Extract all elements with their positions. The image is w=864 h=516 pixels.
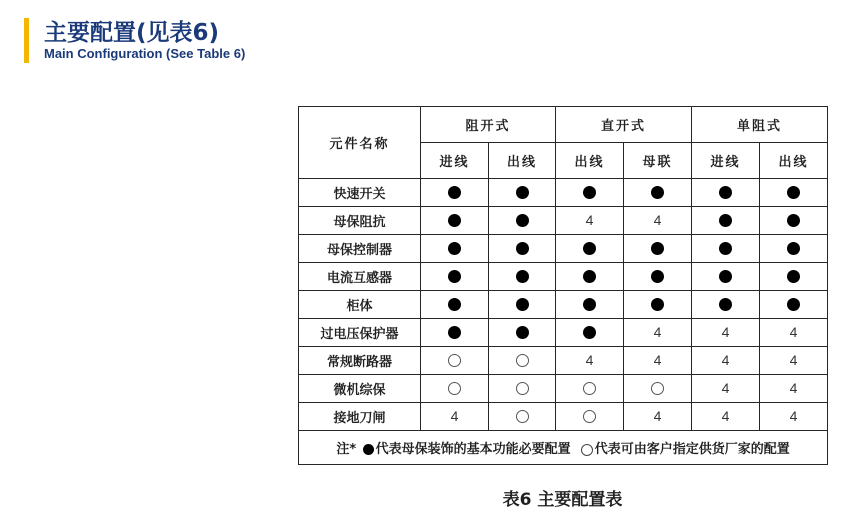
filled-dot-icon	[651, 242, 664, 255]
filled-dot-icon	[448, 186, 461, 199]
table-note	[299, 431, 828, 465]
sub-header: 进线	[692, 143, 760, 179]
table-cell	[421, 263, 489, 291]
row-label: 过电压保护器	[299, 319, 421, 347]
table-cell	[556, 403, 624, 431]
table-cell	[556, 347, 624, 375]
note-prefix: 注*	[336, 442, 357, 457]
table-cell	[692, 347, 760, 375]
filled-dot-icon	[583, 270, 596, 283]
table-cell	[760, 235, 828, 263]
sub-header: 母联	[624, 143, 692, 179]
table-cell	[624, 207, 692, 235]
table-note-row	[299, 431, 828, 465]
cell-value: 4	[653, 324, 662, 340]
row-label: 母保控制器	[299, 235, 421, 263]
table-cell	[692, 179, 760, 207]
table-cell	[421, 375, 489, 403]
hollow-circle-icon	[583, 410, 596, 423]
hollow-circle-icon	[448, 354, 461, 367]
section-title: 主要配置(见表6)	[44, 20, 220, 46]
table-cell	[556, 319, 624, 347]
cell-value: 4	[789, 380, 798, 396]
table-cell	[421, 207, 489, 235]
table-row	[299, 347, 828, 375]
table-cell	[489, 403, 556, 431]
filled-dot-icon	[651, 270, 664, 283]
cell-value: 4	[721, 352, 730, 368]
table-cell	[692, 291, 760, 319]
table-cell	[760, 291, 828, 319]
table-cell	[556, 375, 624, 403]
filled-dot-icon	[363, 444, 374, 455]
filled-dot-icon	[651, 186, 664, 199]
cell-value: 4	[789, 324, 798, 340]
filled-dot-icon	[787, 298, 800, 311]
table-cell	[760, 263, 828, 291]
note-dot-text: 代表母保装饰的基本功能必要配置	[375, 442, 571, 457]
cell-value: 4	[721, 408, 730, 424]
filled-dot-icon	[719, 186, 732, 199]
filled-dot-icon	[448, 270, 461, 283]
filled-dot-icon	[719, 242, 732, 255]
table-cell	[624, 319, 692, 347]
table-cell	[556, 291, 624, 319]
table-cell	[624, 291, 692, 319]
filled-dot-icon	[516, 214, 529, 227]
table-row	[299, 403, 828, 431]
table-row	[299, 375, 828, 403]
column-header-component: 元件名称	[299, 107, 421, 179]
table-row	[299, 319, 828, 347]
table-cell	[624, 179, 692, 207]
table-cell	[556, 179, 624, 207]
table-cell	[556, 207, 624, 235]
filled-dot-icon	[787, 214, 800, 227]
table-row	[299, 235, 828, 263]
table-row	[299, 207, 828, 235]
cell-value: 4	[585, 212, 594, 228]
table-cell	[421, 235, 489, 263]
table-cell	[624, 347, 692, 375]
table-cell	[489, 347, 556, 375]
table-cell	[489, 179, 556, 207]
group-header: 阻开式	[421, 107, 556, 143]
filled-dot-icon	[516, 242, 529, 255]
sub-header: 进线	[421, 143, 489, 179]
row-label: 快速开关	[299, 179, 421, 207]
table-cell	[421, 403, 489, 431]
row-label: 接地刀闸	[299, 403, 421, 431]
table-cell	[692, 207, 760, 235]
table-cell	[489, 263, 556, 291]
filled-dot-icon	[583, 326, 596, 339]
filled-dot-icon	[719, 214, 732, 227]
table-cell	[692, 235, 760, 263]
hollow-circle-icon	[651, 382, 664, 395]
cell-value: 4	[721, 380, 730, 396]
filled-dot-icon	[787, 242, 800, 255]
table-cell	[692, 403, 760, 431]
table-cell	[624, 403, 692, 431]
filled-dot-icon	[516, 270, 529, 283]
filled-dot-icon	[583, 186, 596, 199]
hollow-circle-icon	[448, 382, 461, 395]
table-cell	[489, 207, 556, 235]
sub-header: 出线	[760, 143, 828, 179]
table-cell	[489, 319, 556, 347]
filled-dot-icon	[448, 298, 461, 311]
cell-value: 4	[653, 212, 662, 228]
table-cell	[624, 235, 692, 263]
sub-header: 出线	[489, 143, 556, 179]
filled-dot-icon	[448, 214, 461, 227]
table-cell	[624, 263, 692, 291]
group-header: 单阻式	[692, 107, 828, 143]
table-cell	[760, 403, 828, 431]
filled-dot-icon	[448, 326, 461, 339]
hollow-circle-icon	[581, 444, 593, 456]
hollow-circle-icon	[516, 354, 529, 367]
table-cell	[692, 319, 760, 347]
filled-dot-icon	[787, 270, 800, 283]
cell-value: 4	[721, 324, 730, 340]
table-row	[299, 179, 828, 207]
table-cell	[421, 179, 489, 207]
cell-value: 4	[789, 352, 798, 368]
table-cell	[760, 347, 828, 375]
table-cell	[489, 375, 556, 403]
cell-value: 4	[789, 408, 798, 424]
table-cell	[556, 235, 624, 263]
table-cell	[692, 263, 760, 291]
group-header: 直开式	[556, 107, 692, 143]
filled-dot-icon	[719, 298, 732, 311]
filled-dot-icon	[516, 186, 529, 199]
table-cell	[421, 291, 489, 319]
table-cell	[489, 291, 556, 319]
filled-dot-icon	[448, 242, 461, 255]
section-subtitle: Main Configuration (See Table 6)	[44, 46, 246, 61]
filled-dot-icon	[583, 298, 596, 311]
table-caption: 表6 主要配置表	[502, 490, 623, 510]
table-cell	[489, 235, 556, 263]
table-row	[299, 291, 828, 319]
row-label: 微机综保	[299, 375, 421, 403]
table-cell	[421, 347, 489, 375]
table-cell	[556, 263, 624, 291]
hollow-circle-icon	[516, 382, 529, 395]
heading-accent-bar	[24, 18, 29, 63]
row-label: 柜体	[299, 291, 421, 319]
table-cell	[421, 319, 489, 347]
filled-dot-icon	[516, 326, 529, 339]
filled-dot-icon	[651, 298, 664, 311]
filled-dot-icon	[516, 298, 529, 311]
table-cell	[760, 375, 828, 403]
hollow-circle-icon	[583, 382, 596, 395]
configuration-table	[298, 106, 828, 465]
filled-dot-icon	[787, 186, 800, 199]
cell-value: 4	[653, 352, 662, 368]
row-label: 母保阻抗	[299, 207, 421, 235]
row-label: 常规断路器	[299, 347, 421, 375]
table-cell	[760, 319, 828, 347]
hollow-circle-icon	[516, 410, 529, 423]
table-cell	[692, 375, 760, 403]
sub-header: 出线	[556, 143, 624, 179]
filled-dot-icon	[583, 242, 596, 255]
table-cell	[760, 207, 828, 235]
cell-value: 4	[653, 408, 662, 424]
table-cell	[624, 375, 692, 403]
row-label: 电流互感器	[299, 263, 421, 291]
filled-dot-icon	[719, 270, 732, 283]
note-circle-text: 代表可由客户指定供货厂家的配置	[594, 442, 790, 457]
cell-value: 4	[450, 408, 459, 424]
table-row	[299, 263, 828, 291]
cell-value: 4	[585, 352, 594, 368]
table-cell	[760, 179, 828, 207]
